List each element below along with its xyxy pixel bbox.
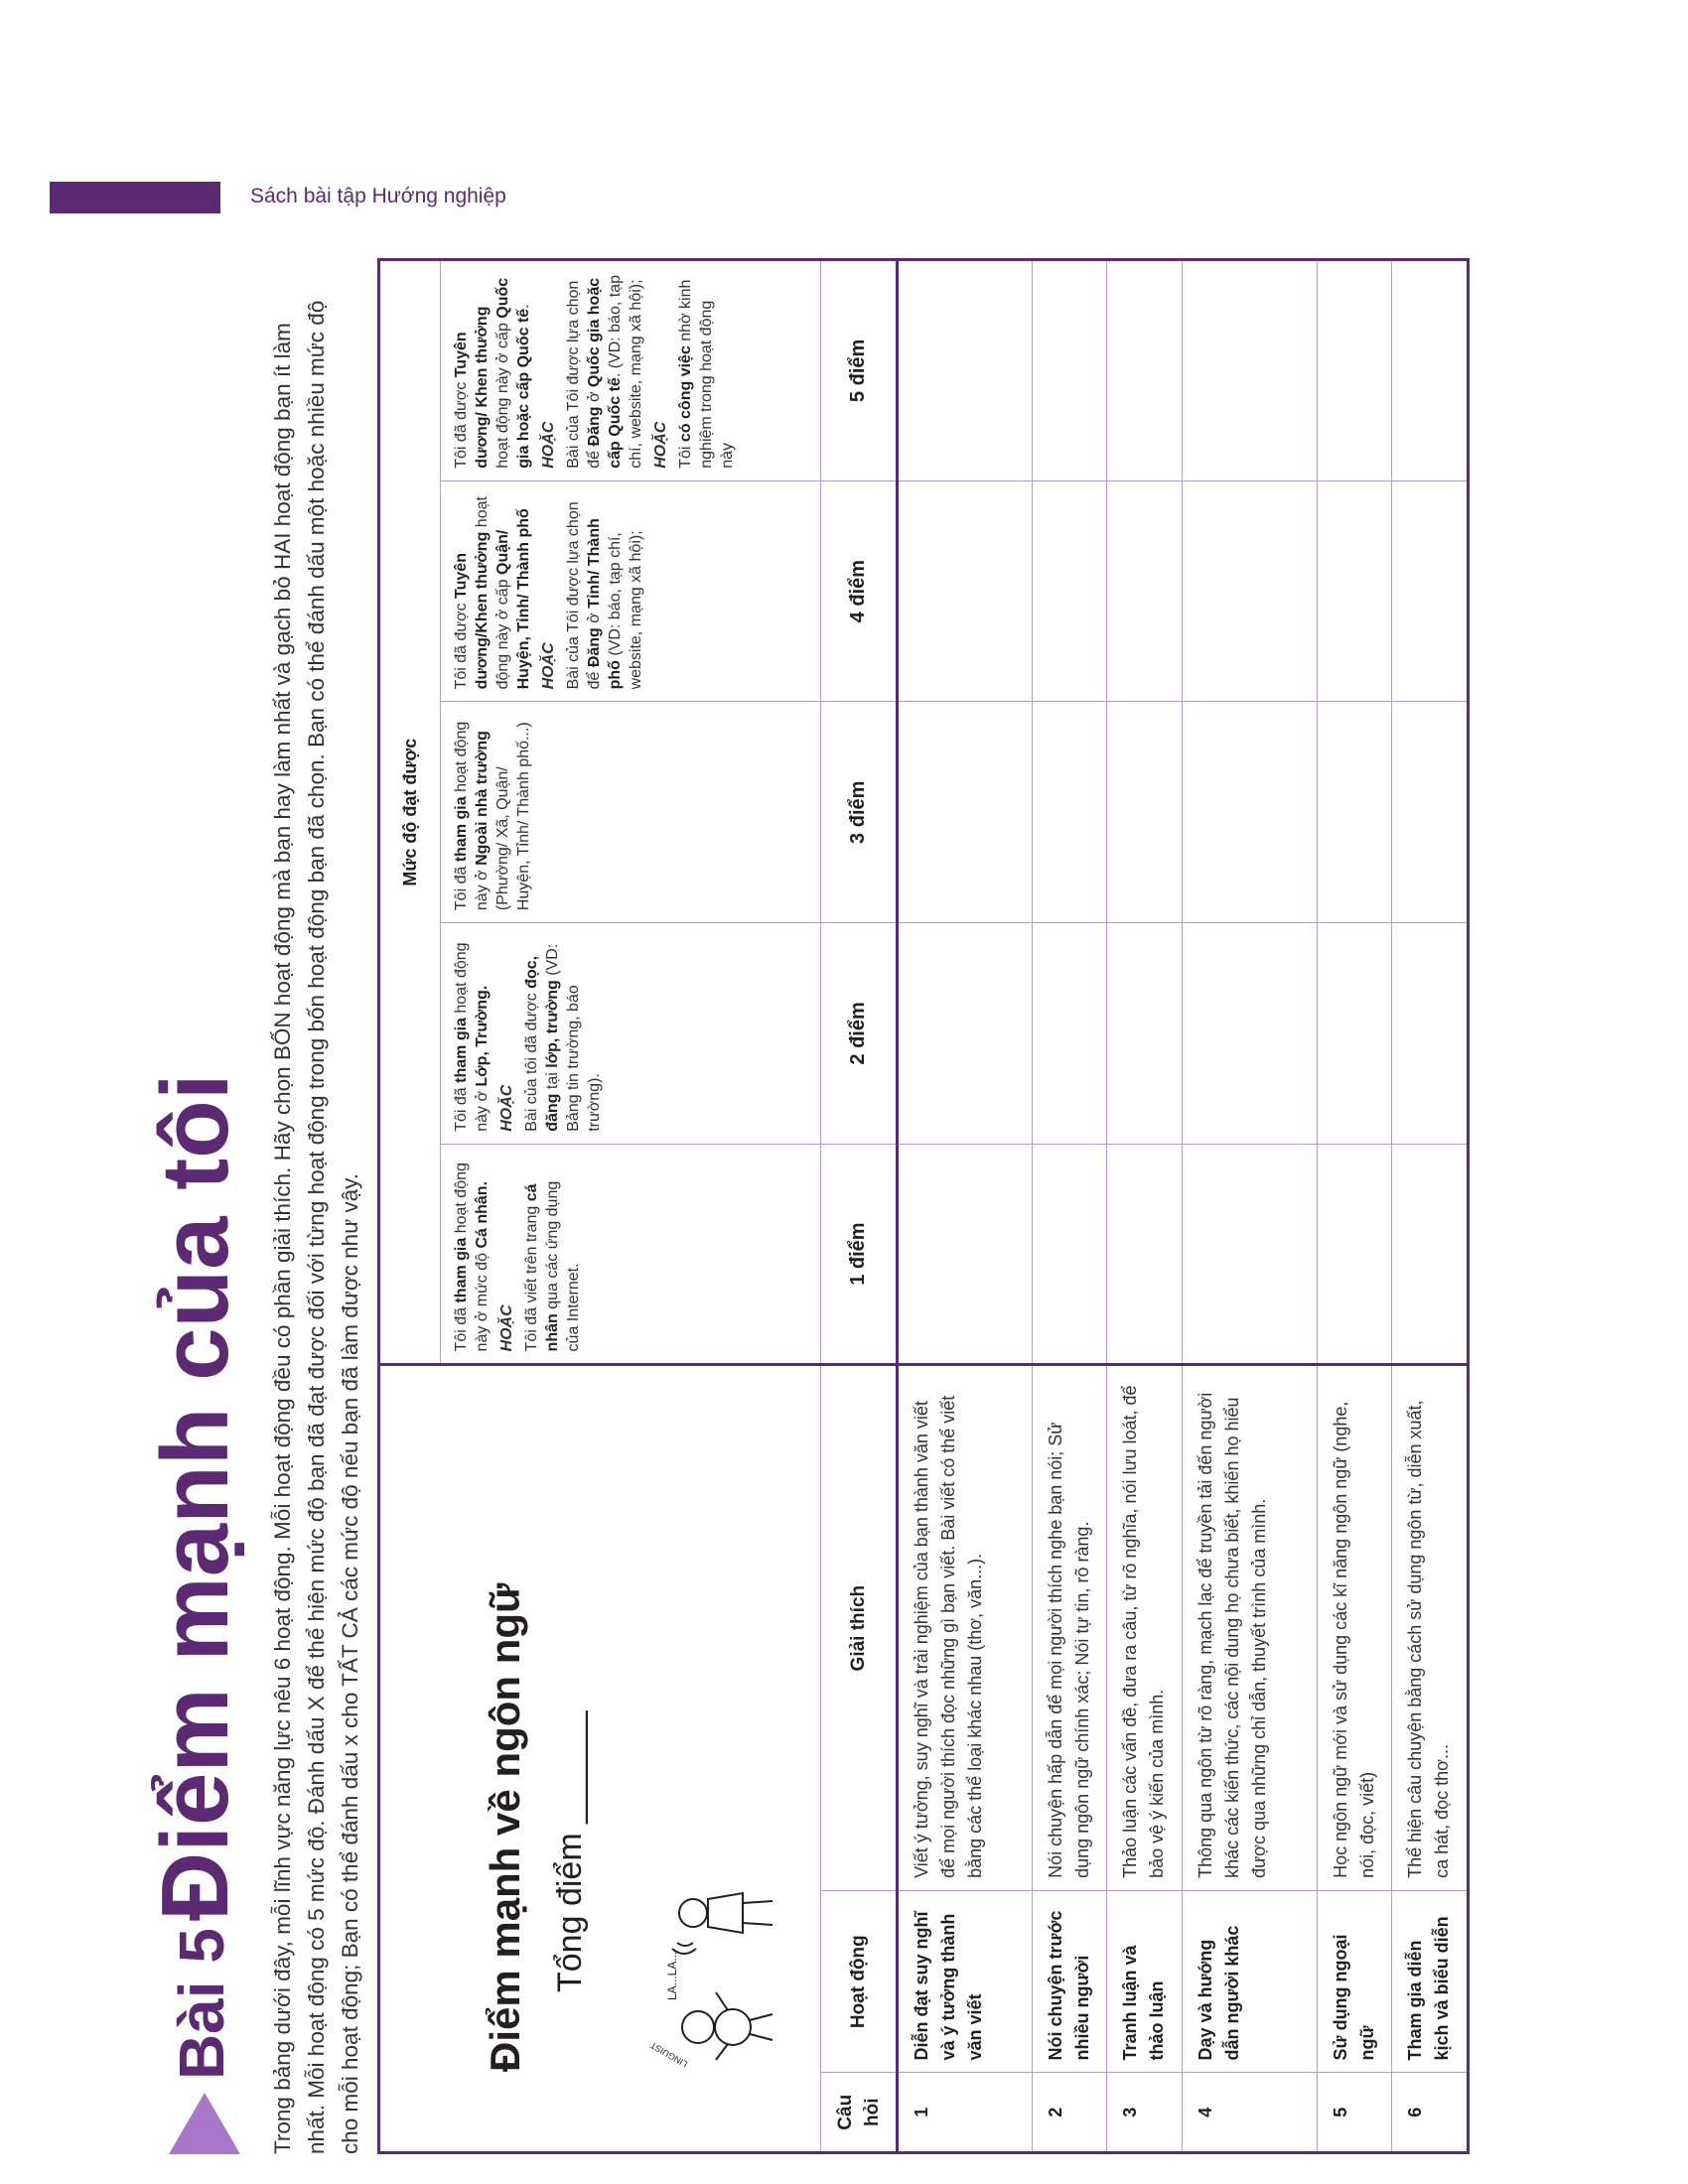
- table-row: [1392, 260, 1469, 2153]
- col-activity-header: Hoạt động: [821, 1890, 898, 2073]
- mark-cell-level-2[interactable]: [1032, 923, 1107, 1145]
- col-question-header: Câu hỏi: [821, 2073, 898, 2153]
- mark-cell-level-2[interactable]: [1392, 923, 1469, 1145]
- row-activity: Tham gia diễn kịch và biểu diễn: [1392, 1890, 1469, 2073]
- level-4-description: Tôi đã được Tuyên dương/Khen thưởng hoạt động này ở cấp Quận/ Huyện, Tỉnh/ Thành phố HOẶC Bài của Tôi được lựa chọn để Đăng ở Tỉnh/ Thành phố (VD: báo, tạp chí, website, mạng xã hội);: [441, 480, 821, 702]
- lesson-title: Điểm mạnh của tôi: [142, 1073, 248, 1921]
- box-title: Điểm mạnh về ngôn ngữ: [482, 1582, 528, 2072]
- level-3-description: Tôi đã tham gia hoạt động này ở Ngoài nhà trường (Phường/ Xã, Quận/ Huyện, Tỉnh/ Thành phố...): [441, 702, 821, 923]
- mark-cell-level-1[interactable]: [897, 1144, 1032, 1365]
- points-level-3: 3 điểm: [821, 702, 898, 923]
- table-row: [1182, 260, 1317, 2153]
- mark-cell-level-3[interactable]: [1182, 702, 1317, 923]
- row-explanation: Viết ý tưởng, suy nghĩ và trải nghiệm của bạn thành văn viết để mọi người thích đọc những gì bạn viết. Bài viết có thể viết bằng các thể loại khác nhau (thơ, văn...).: [897, 1365, 1032, 1890]
- row-explanation: Thể hiện câu chuyện bằng cách sử dụng ngôn từ, diễn xuất, ca hát, đọc thơ...: [1392, 1365, 1469, 1890]
- cartoon-linguist-body: [715, 2009, 751, 2045]
- row-number: 1: [897, 2073, 1032, 2153]
- row-number: 3: [1107, 2073, 1183, 2153]
- strengths-table: [377, 258, 1470, 2154]
- triangle-icon: [169, 2093, 240, 2154]
- book-title: Sách bài tập Hướng nghiệp: [250, 185, 506, 207]
- mark-cell-level-1[interactable]: [1182, 1144, 1317, 1365]
- cartoon-linguist-label: LINGUIST: [648, 2039, 690, 2070]
- cartoon-listener-body: [708, 1893, 743, 1933]
- cartoon-listener-head: [679, 1899, 707, 1927]
- cartoon-illustration: [638, 1873, 777, 2072]
- lesson-number: Bài 5: [166, 1928, 237, 2080]
- mark-cell-level-1[interactable]: [1392, 1144, 1469, 1365]
- col-explanation-header: Giải thích: [821, 1365, 898, 1890]
- mark-cell-level-5[interactable]: [1392, 260, 1469, 481]
- total-score-label: Tổng điểm ______: [551, 1710, 589, 1992]
- row-number: 4: [1182, 2073, 1317, 2153]
- mark-cell-level-3[interactable]: [1392, 702, 1469, 923]
- rotated-page-content: [142, 258, 1489, 2154]
- row-activity: Dạy và hướng dẫn người khác: [1182, 1890, 1317, 2073]
- mark-cell-level-2[interactable]: [897, 923, 1032, 1145]
- intro-paragraph: Trong bảng dưới đây, mỗi lĩnh vực năng lực nêu 6 hoạt động. Mỗi hoạt động đều có phần giải thích. Hãy chọn BỐN hoạt động mà bạn hay làm nhất và gạch bỏ HAI hoạt động bạn ít làm nhất. Mỗi hoạt động có 5 mức độ. Đánh dấu X để thể hiện mức độ bạn đã đạt được đối với từng hoạt động trong bốn hoạt động bạn đã chọn. Bạn có thể đánh dấu một hoặc nhiều mức độ cho mỗi hoạt động; Bạn có thể đánh dấu x cho TẤT CẢ các mức độ nếu bạn đã làm được như vậy.: [270, 300, 362, 2154]
- mark-cell-level-3[interactable]: [1032, 702, 1107, 923]
- row-activity: Tranh luận và thảo luận: [1107, 1890, 1183, 2073]
- mark-cell-level-1[interactable]: [1032, 1144, 1107, 1365]
- row-activity: Nói chuyện trước nhiều người: [1032, 1890, 1107, 2073]
- mark-cell-level-3[interactable]: [1317, 702, 1392, 923]
- mark-cell-level-4[interactable]: [1317, 480, 1392, 702]
- row-explanation: Thảo luận các vấn đề, đưa ra câu, từ rõ nghĩa, nói lưu loát, để bảo vệ ý kiến của mình.: [1107, 1365, 1183, 1890]
- row-number: 5: [1317, 2073, 1392, 2153]
- header-accent-bar: [50, 182, 220, 213]
- mark-cell-level-1[interactable]: [1317, 1144, 1392, 1365]
- mark-cell-level-5[interactable]: [1032, 260, 1107, 481]
- lesson-title-bar: [142, 258, 268, 2154]
- table-row: [897, 260, 1032, 2153]
- row-explanation: Thông qua ngôn từ rõ ràng, mạch lạc để truyền tải đến người khác các kiến thức, các nội dung họ chưa biết, khiến họ hiểu được qua những chỉ dẫn, thuyết trình của mình.: [1182, 1365, 1317, 1890]
- row-activity: Sử dụng ngoại ngữ: [1317, 1890, 1392, 2073]
- cartoon-speech: LA...LA...: [665, 1951, 679, 2000]
- row-number: 6: [1392, 2073, 1469, 2153]
- level-5-description: Tôi đã được Tuyên dương/ Khen thưởng hoạt động này ở cấp Quốc gia hoặc cấp Quốc tế. HOẶC Bài của Tôi được lựa chọn để Đăng ở Quốc gia hoặc cấp Quốc tế. (VD: báo, tạp chí, website, mạng xã hội); HOẶC Tôi có công việc nhờ kinh nghiệm trong hoạt động này: [441, 260, 821, 481]
- level-header: Mức độ đạt được: [379, 260, 441, 1365]
- points-level-5: 5 điểm: [821, 260, 898, 481]
- mark-cell-level-5[interactable]: [897, 260, 1032, 481]
- cartoon-linguist-head: [682, 2011, 714, 2043]
- row-activity: Diễn đạt suy nghĩ và ý tưởng thành văn viết: [897, 1890, 1032, 2073]
- table-row: [1317, 260, 1392, 2153]
- mark-cell-level-4[interactable]: [1182, 480, 1317, 702]
- mark-cell-level-4[interactable]: [1107, 480, 1183, 702]
- table-row: [1032, 260, 1107, 2153]
- mark-cell-level-5[interactable]: [1182, 260, 1317, 481]
- mark-cell-level-1[interactable]: [1107, 1144, 1183, 1365]
- row-number: 2: [1032, 2073, 1107, 2153]
- row-explanation: Nói chuyện hấp dẫn để mọi người thích nghe bạn nói; Sử dụng ngôn ngữ chính xác; Nói tự tin, rõ ràng.: [1032, 1365, 1107, 1890]
- mark-cell-level-5[interactable]: [1317, 260, 1392, 481]
- mark-cell-level-2[interactable]: [1107, 923, 1183, 1145]
- level-1-description: Tôi đã tham gia hoạt động này ở mức độ Cá nhân. HOẶC Tôi đã viết trên trang cá nhân qua các ứng dụng của Internet.: [441, 1144, 821, 1365]
- row-explanation: Học ngôn ngữ mới và sử dụng các kĩ năng ngôn ngữ (nghe, nói, đọc, viết): [1317, 1365, 1392, 1890]
- table-row: [1107, 260, 1183, 2153]
- level-2-description: Tôi đã tham gia hoạt động này ở Lớp, Trường. HOẶC Bài của tôi đã được đọc, đăng tại lớp, trường (VD: Bảng tin trường, báo trường).: [441, 923, 821, 1145]
- linguistic-box: [379, 1365, 821, 2153]
- points-level-2: 2 điểm: [821, 923, 898, 1145]
- mark-cell-level-2[interactable]: [1317, 923, 1392, 1145]
- points-level-4: 4 điểm: [821, 480, 898, 702]
- mark-cell-level-3[interactable]: [897, 702, 1032, 923]
- mark-cell-level-5[interactable]: [1107, 260, 1183, 481]
- mark-cell-level-4[interactable]: [1392, 480, 1469, 702]
- mark-cell-level-3[interactable]: [1107, 702, 1183, 923]
- mark-cell-level-4[interactable]: [897, 480, 1032, 702]
- mark-cell-level-2[interactable]: [1182, 923, 1317, 1145]
- mark-cell-level-4[interactable]: [1032, 480, 1107, 702]
- points-level-1: 1 điểm: [821, 1144, 898, 1365]
